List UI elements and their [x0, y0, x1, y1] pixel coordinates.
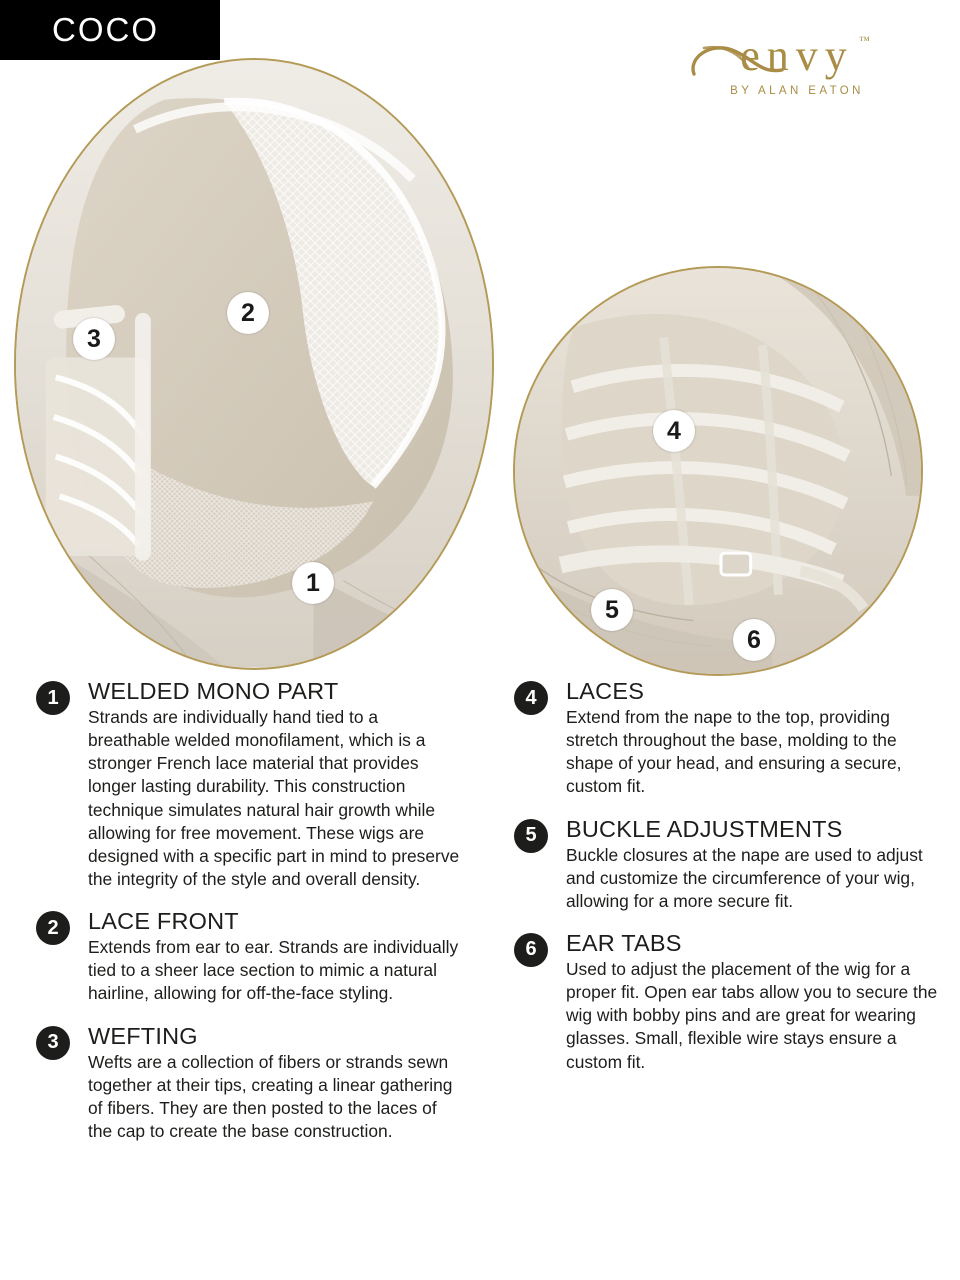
feature-number-badge	[36, 681, 70, 715]
trademark-symbol: ™	[858, 34, 870, 47]
feature-number-badge	[514, 933, 548, 967]
feature-number: 4	[525, 686, 537, 709]
nape-illustration	[515, 268, 921, 674]
feature-number: 5	[525, 824, 537, 847]
feature-number-badge	[36, 1026, 70, 1060]
nape-cap-photo	[513, 266, 923, 676]
feature-body: Extends from ear to ear. Strands are individually tied to a sheer lace section to mimic a natural hairline, allowing for off-the-face styling.	[88, 937, 459, 1004]
callout-number: 5	[605, 595, 619, 624]
callout-badge-1	[292, 562, 334, 604]
feature-item-laces	[508, 678, 938, 799]
feature-title: LACES	[566, 678, 645, 704]
feature-body: Strands are individually hand tied to a breathable welded monofilament, which is a stronger French lace material that provides longer lasting durability. This construction technique simulates natural hair growth while allowing for free movement. These wigs are designed with a specific part in mind to preserve the integrity of the style and overall density.	[88, 707, 460, 889]
callout-badge-5	[591, 589, 633, 631]
feature-body: Used to adjust the placement of the wig for a proper fit. Open ear tabs allow you to secure the wig with bobby pins and are great for wearing glasses. Small, flexible wire stays ensure a custom fit.	[566, 958, 938, 1072]
callout-number: 1	[306, 568, 320, 597]
callout-badge-6	[733, 619, 775, 661]
feature-title: WEFTING	[88, 1022, 198, 1049]
feature-number-badge	[514, 681, 548, 715]
callout-number: 4	[667, 416, 681, 445]
callout-badge-3	[73, 318, 115, 360]
feature-number-badge	[36, 911, 70, 945]
feature-item-buckle-adjustments	[508, 816, 938, 913]
callout-number: 2	[241, 298, 255, 327]
main-cap-photo	[14, 58, 494, 670]
feature-number: 6	[525, 938, 537, 961]
cap-interior-illustration	[16, 60, 492, 667]
feature-item-welded-mono-part	[30, 678, 460, 891]
feature-title: WELDED MONO PART	[88, 678, 339, 704]
callout-badge-2	[227, 292, 269, 334]
callout-badge-4	[653, 410, 695, 452]
feature-number: 2	[47, 916, 59, 939]
brand-tagline: BY ALAN EATON	[730, 84, 864, 97]
feature-title: LACE FRONT	[88, 908, 239, 935]
product-photos	[0, 8, 960, 668]
callout-number: 3	[87, 324, 101, 353]
feature-title: EAR TABS	[566, 929, 682, 956]
style-name: COCO	[52, 11, 159, 48]
feature-item-ear-tabs	[508, 930, 938, 1074]
feature-number: 1	[47, 686, 59, 709]
feature-item-lace-front	[30, 908, 460, 1005]
feature-body: Buckle closures at the nape are used to adjust and customize the circumference of your wig, allowing for a more secure fit.	[566, 844, 923, 911]
feature-body: Extend from the nape to the top, providing stretch throughout the base, molding to the shape of your head, and ensuring a secure, custom fit.	[566, 707, 902, 797]
brand-wordmark-text: envy	[740, 30, 854, 80]
feature-column-left	[30, 678, 460, 1160]
feature-number: 3	[47, 1031, 59, 1054]
feature-body: Wefts are a collection of fibers or strands sewn together at their tips, creating a linear gathering of fibers. They are then posted to the laces of the cap to create the base construction.	[88, 1051, 453, 1141]
feature-column-right	[508, 678, 938, 1091]
callout-number: 6	[747, 625, 761, 654]
feature-item-wefting	[30, 1023, 460, 1144]
feature-number-badge	[514, 819, 548, 853]
feature-title: BUCKLE ADJUSTMENTS	[566, 815, 843, 842]
